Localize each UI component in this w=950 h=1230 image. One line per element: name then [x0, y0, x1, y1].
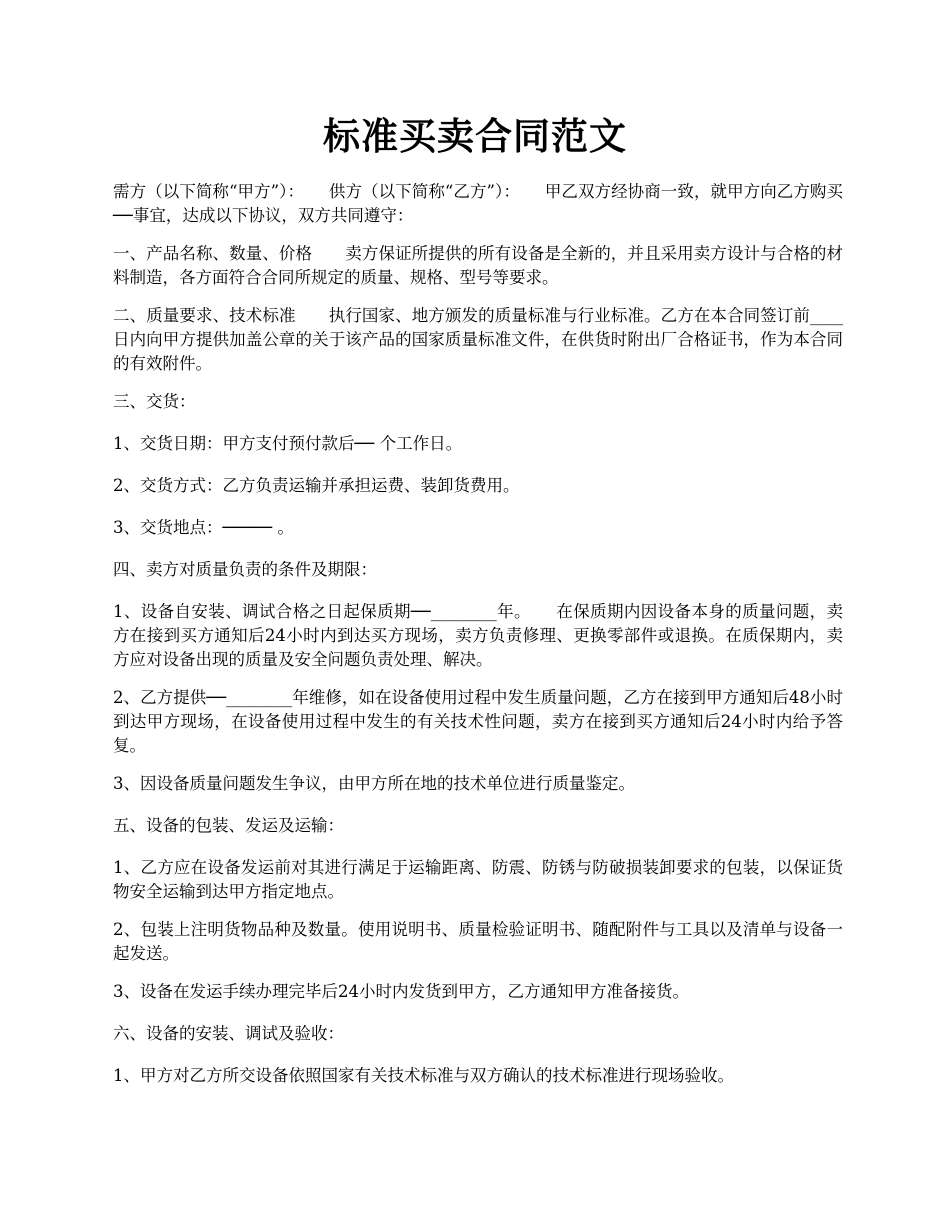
- section-heading-installation: 六、设备的安装、调试及验收：: [113, 1024, 344, 1043]
- section-heading-delivery: 三、交货：: [113, 392, 196, 411]
- paragraph-labeling: 2、包装上注明货物品种及数量。使用说明书、质量检验证明书、随配附件与工具以及清单与设备一起发送。: [113, 920, 843, 963]
- paragraph-acceptance: 1、甲方对乙方所交设备依照国家有关技术标准与双方确认的技术标准进行现场验收。: [113, 1066, 734, 1085]
- paragraph-quality-standard: 二、质量要求、技术标准 执行国家、地方颁发的质量标准与行业标准。乙方在本合同签订前____日内向甲方提供加盖公章的关于该产品的国家质量标准文件，在供货时附出厂合格证书，作为本合同的有效附件。: [113, 306, 843, 373]
- paragraph-delivery-method: 2、交货方式：乙方负责运输并承担运费、装卸货费用。: [113, 476, 520, 495]
- paragraph-maintenance: 2、乙方提供──________年维修，如在设备使用过程中发生质量问题，乙方在接到甲方通知后48小时到达甲方现场，在设备使用过程中发生的有关技术性问题，卖方在接到买方通知后24小时内给予答复。: [113, 688, 843, 755]
- paragraph-delivery-place: 3、交货地点：───── 。: [113, 518, 294, 537]
- section-heading-warranty: 四、卖方对质量负责的条件及期限：: [113, 560, 377, 579]
- paragraph-parties: 需方（以下简称“甲方”）： 供方（以下简称“乙方”）： 甲乙双方经协商一致，就甲方向乙方购买──事宜，达成以下协议，双方共同遵守：: [113, 182, 843, 225]
- document-body: [113, 180, 843, 1106]
- paragraph-dispute: 3、因设备质量问题发生争议，由甲方所在地的技术单位进行质量鉴定。: [113, 774, 635, 793]
- section-heading-packaging: 五、设备的包装、发运及运输：: [113, 816, 344, 835]
- document-title: 标准买卖合同范文: [323, 114, 627, 158]
- paragraph-shipping: 3、设备在发运手续办理完毕后24小时内发货到甲方，乙方通知甲方准备接货。: [113, 982, 689, 1001]
- paragraph-product: 一、产品名称、数量、价格 卖方保证所提供的所有设备是全新的，并且采用卖方设计与合格的材料制造，各方面符合合同所规定的质量、规格、型号等要求。: [113, 244, 843, 287]
- paragraph-packaging: 1、乙方应在设备发运前对其进行满足于运输距离、防震、防锈与防破损装卸要求的包装，以保证货物安全运输到达甲方指定地点。: [113, 858, 843, 901]
- paragraph-delivery-date: 1、交货日期：甲方支付预付款后── 个工作日。: [113, 434, 463, 453]
- paragraph-warranty-period: 1、设备自安装、调试合格之日起保质期──________年。 在保质期内因设备本身的质量问题，卖方在接到买方通知后24小时内到达买方现场，卖方负责修理、更换零部件或退换。在质保期内，卖方应对设备出现的质量及安全问题负责处理、解决。: [113, 602, 843, 669]
